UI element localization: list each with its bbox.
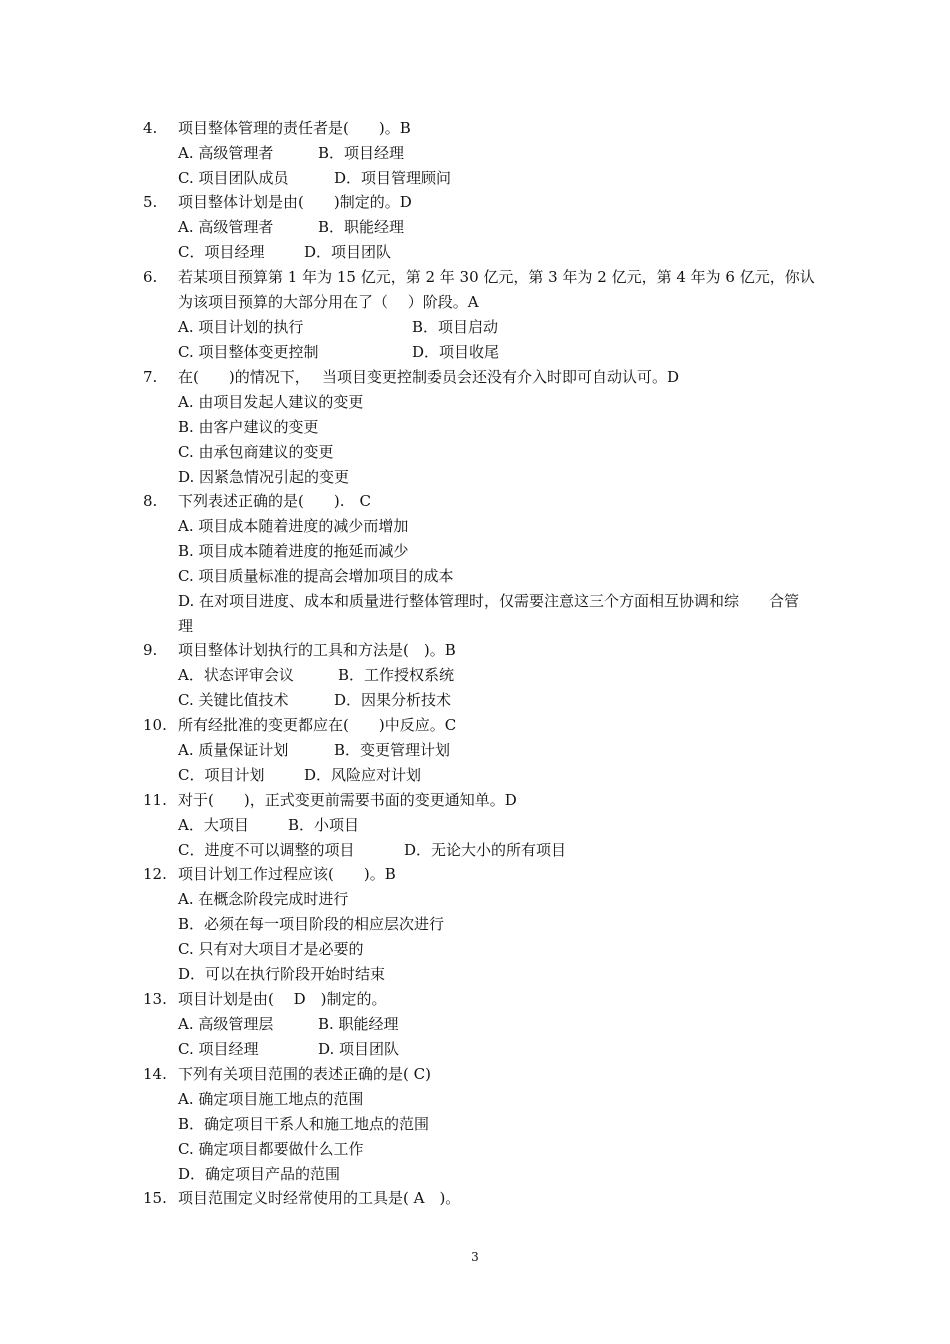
option-a: A. 项目成本随着进度的减少而增加 (178, 517, 409, 535)
question-number: 13. (143, 990, 167, 1008)
option-b: B．工作授权系统 (338, 666, 455, 684)
question-15 (143, 1186, 823, 1211)
option-d: D. 因紧急情况引起的变更 (178, 468, 350, 486)
question-text: 项目整体计划是由( )制定的。D (178, 193, 412, 211)
question-number: 12. (143, 865, 167, 883)
option-a: A. 质量保证计划 (178, 741, 289, 759)
option-b: B．确定项目干系人和施工地点的范围 (178, 1115, 430, 1133)
option-c: C. 关键比值技术 (178, 691, 289, 709)
option-b: B．项目启动 (412, 318, 499, 336)
option-b: B．小项目 (288, 816, 360, 834)
question-4 (143, 116, 823, 191)
question-11 (143, 788, 823, 863)
question-text: 下列有关项目范围的表述正确的是( C) (178, 1065, 431, 1083)
option-c: C. 项目整体变更控制 (178, 343, 319, 361)
option-d: D．项目收尾 (412, 343, 500, 361)
question-number: 11. (143, 791, 167, 809)
option-d: D．无论大小的所有项目 (404, 841, 567, 859)
option-c: C．项目计划 (178, 766, 265, 784)
option-c: C. 项目团队成员 (178, 169, 289, 187)
question-14 (143, 1062, 823, 1187)
question-number: 14. (143, 1065, 167, 1083)
question-text: 在( )的情况下， 当项目变更控制委员会还没有介入时即可自动认可。D (178, 368, 680, 386)
question-7 (143, 365, 823, 490)
option-a: A. 高级管理者 (178, 144, 274, 162)
question-number: 4. (143, 119, 158, 137)
question-number: 8. (143, 492, 158, 510)
option-a: A．状态评审会议 (178, 666, 294, 684)
question-6 (143, 265, 823, 365)
option-b: B．项目经理 (318, 144, 405, 162)
question-9 (143, 638, 823, 713)
option-c: C. 项目经理 (178, 1040, 259, 1058)
question-8 (143, 489, 823, 639)
question-text: 对于( )，正式变更前需要书面的变更通知单。D (178, 791, 517, 809)
option-d: D．项目团队 (304, 243, 392, 261)
option-a: A. 由项目发起人建议的变更 (178, 393, 364, 411)
question-number: 5. (143, 193, 158, 211)
option-d: D．确定项目产品的范围 (178, 1165, 341, 1183)
option-c: C. 确定项目都要做什么工作 (178, 1140, 364, 1158)
option-b: B. 职能经理 (318, 1015, 399, 1033)
option-c: C. 项目质量标准的提高会增加项目的成本 (178, 567, 454, 585)
question-13 (143, 987, 823, 1062)
option-d: D．风险应对计划 (304, 766, 422, 784)
question-number: 7. (143, 368, 158, 386)
question-text: 项目计划工作过程应该( )。B (178, 865, 396, 883)
option-c: C．项目经理 (178, 243, 265, 261)
question-number: 15. (143, 1189, 167, 1207)
option-b: B．必须在每一项目阶段的相应层次进行 (178, 915, 445, 933)
page-number: 3 (471, 1250, 479, 1264)
option-d: D. 项目团队 (318, 1040, 400, 1058)
question-text: 项目范围定义时经常使用的工具是( A )。 (178, 1189, 461, 1207)
option-b: B. 项目成本随着进度的拖延而减少 (178, 542, 409, 560)
question-10 (143, 713, 823, 788)
question-12 (143, 862, 823, 987)
question-text: 若某项目预算第 1 年为 15 亿元，第 2 年 30 亿元，第 3 年为 2 亿元，第 4 年为 6 亿元，你认为该项目预算的大部分用在了（ ）阶段。A (178, 268, 815, 311)
option-c: C. 由承包商建议的变更 (178, 443, 334, 461)
option-b: B．职能经理 (318, 218, 405, 236)
option-a: A．大项目 (178, 816, 249, 834)
option-d: D．因果分析技术 (334, 691, 452, 709)
option-d: D．项目管理顾问 (334, 169, 452, 187)
question-number: 10. (143, 716, 167, 734)
question-text: 项目计划是由( D )制定的。 (178, 990, 387, 1008)
option-b: B．变更管理计划 (334, 741, 451, 759)
option-a: A. 高级管理者 (178, 218, 274, 236)
option-d: D. 在对项目进度、成本和质量进行整体管理时，仅需要注意这三个方面相互协调和综 合管理 (178, 592, 800, 635)
option-c: C．进度不可以调整的项目 (178, 841, 355, 859)
question-text: 项目整体管理的责任者是( )。B (178, 119, 411, 137)
question-5 (143, 190, 823, 265)
question-text: 项目整体计划执行的工具和方法是( )。B (178, 641, 456, 659)
option-b: B. 由客户建议的变更 (178, 418, 319, 436)
option-c: C. 只有对大项目才是必要的 (178, 940, 364, 958)
option-a: A. 项目计划的执行 (178, 318, 304, 336)
question-number: 6. (143, 268, 158, 286)
option-a: A. 高级管理层 (178, 1015, 274, 1033)
question-text: 下列表述正确的是( ). C (178, 492, 371, 510)
option-a: A. 在概念阶段完成时进行 (178, 890, 349, 908)
option-d: D．可以在执行阶段开始时结束 (178, 965, 386, 983)
option-a: A. 确定项目施工地点的范围 (178, 1090, 364, 1108)
question-number: 9. (143, 641, 158, 659)
question-text: 所有经批准的变更都应在( )中反应。C (178, 716, 457, 734)
